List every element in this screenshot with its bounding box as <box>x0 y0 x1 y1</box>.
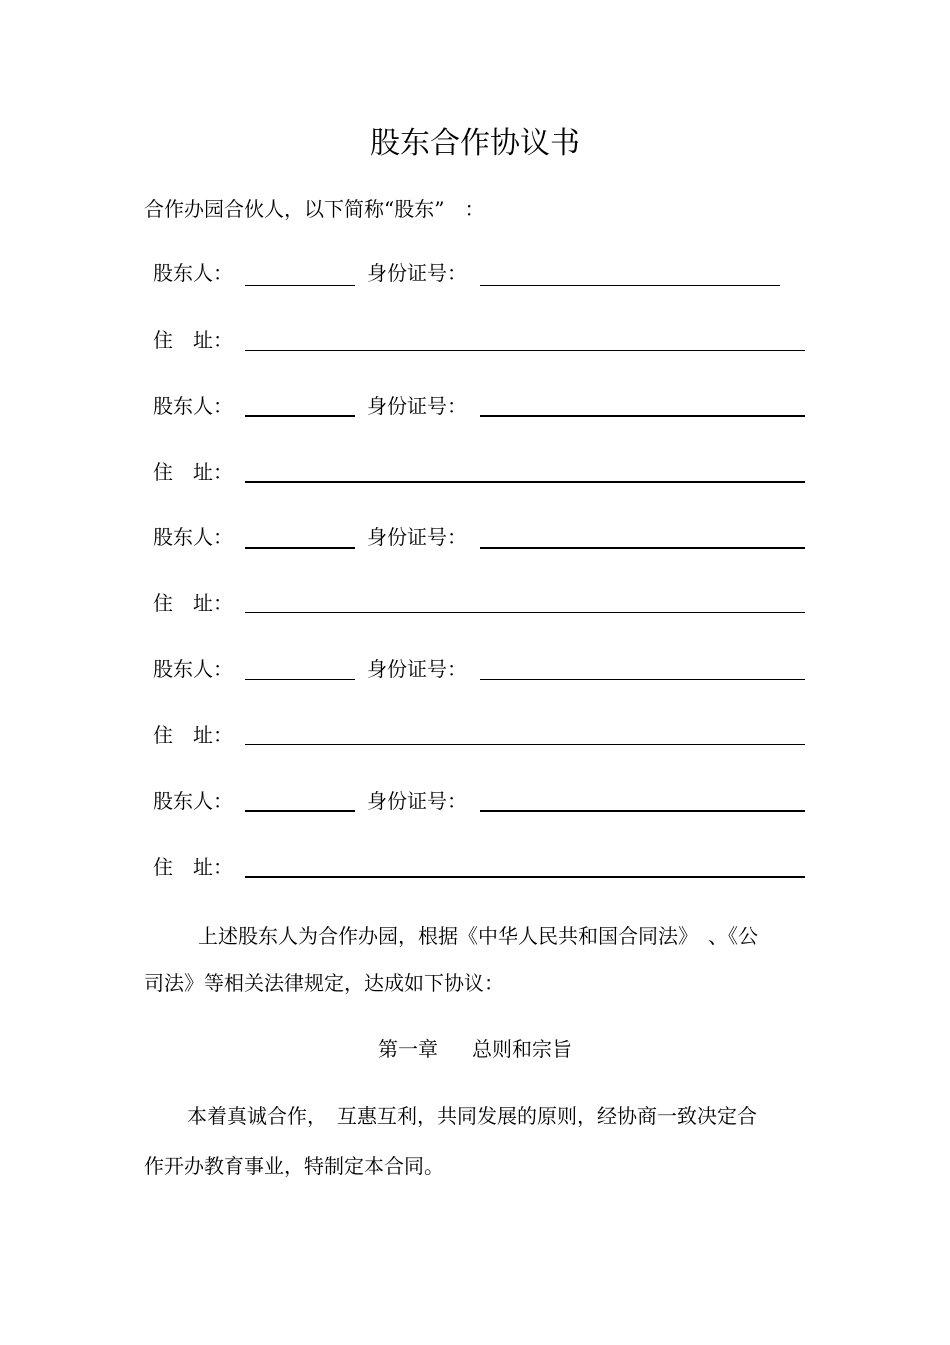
chapter-heading <box>0 1035 950 1063</box>
id-number-label: 身份证号： <box>367 525 467 549</box>
id-number-field[interactable] <box>480 415 805 417</box>
shareholder-name-field[interactable] <box>245 679 355 680</box>
id-number-field[interactable] <box>480 285 780 286</box>
paragraph-1-line-1: 上述股东人为合作办园，根据《中华人民共和国合同法》 、《公 <box>198 924 758 948</box>
id-number-field[interactable] <box>480 810 805 812</box>
paragraph-2-line-2: 作开办教育事业，特制定本合同。 <box>144 1154 444 1178</box>
address-label: 住 址： <box>153 328 233 352</box>
address-label: 住 址： <box>153 460 233 484</box>
address-label: 住 址： <box>153 855 233 879</box>
shareholder-label: 股东人： <box>153 657 233 681</box>
paragraph-2-line-1: 本着真诚合作， 互惠互利，共同发展的原则，经协商一致决定合 <box>187 1104 757 1128</box>
intro-text: 合作办园合伙人，以下简称“股东” ： <box>144 197 485 221</box>
id-number-field[interactable] <box>480 679 805 680</box>
chapter-title: 总则和宗旨 <box>472 1037 572 1061</box>
id-number-label: 身份证号： <box>367 789 467 813</box>
shareholder-label: 股东人： <box>153 789 233 813</box>
address-label: 住 址： <box>153 591 233 615</box>
address-field[interactable] <box>245 350 805 351</box>
paragraph-1-line-2: 司法》等相关法律规定，达成如下协议： <box>144 971 504 995</box>
address-field[interactable] <box>245 612 805 613</box>
address-field[interactable] <box>245 481 805 483</box>
shareholder-label: 股东人： <box>153 394 233 418</box>
shareholder-name-field[interactable] <box>245 285 355 286</box>
address-field[interactable] <box>245 744 805 745</box>
chapter-number: 第一章 <box>378 1037 438 1061</box>
address-field[interactable] <box>245 876 805 878</box>
id-number-label: 身份证号： <box>367 657 467 681</box>
id-number-field[interactable] <box>480 547 805 549</box>
shareholder-name-field[interactable] <box>245 810 355 812</box>
shareholder-name-field[interactable] <box>245 547 355 549</box>
address-label: 住 址： <box>153 723 233 747</box>
id-number-label: 身份证号： <box>367 394 467 418</box>
shareholder-name-field[interactable] <box>245 415 355 417</box>
shareholder-label: 股东人： <box>153 261 233 285</box>
shareholder-label: 股东人： <box>153 525 233 549</box>
document-title: 股东合作协议书 <box>370 126 580 161</box>
id-number-label: 身份证号： <box>367 261 467 285</box>
